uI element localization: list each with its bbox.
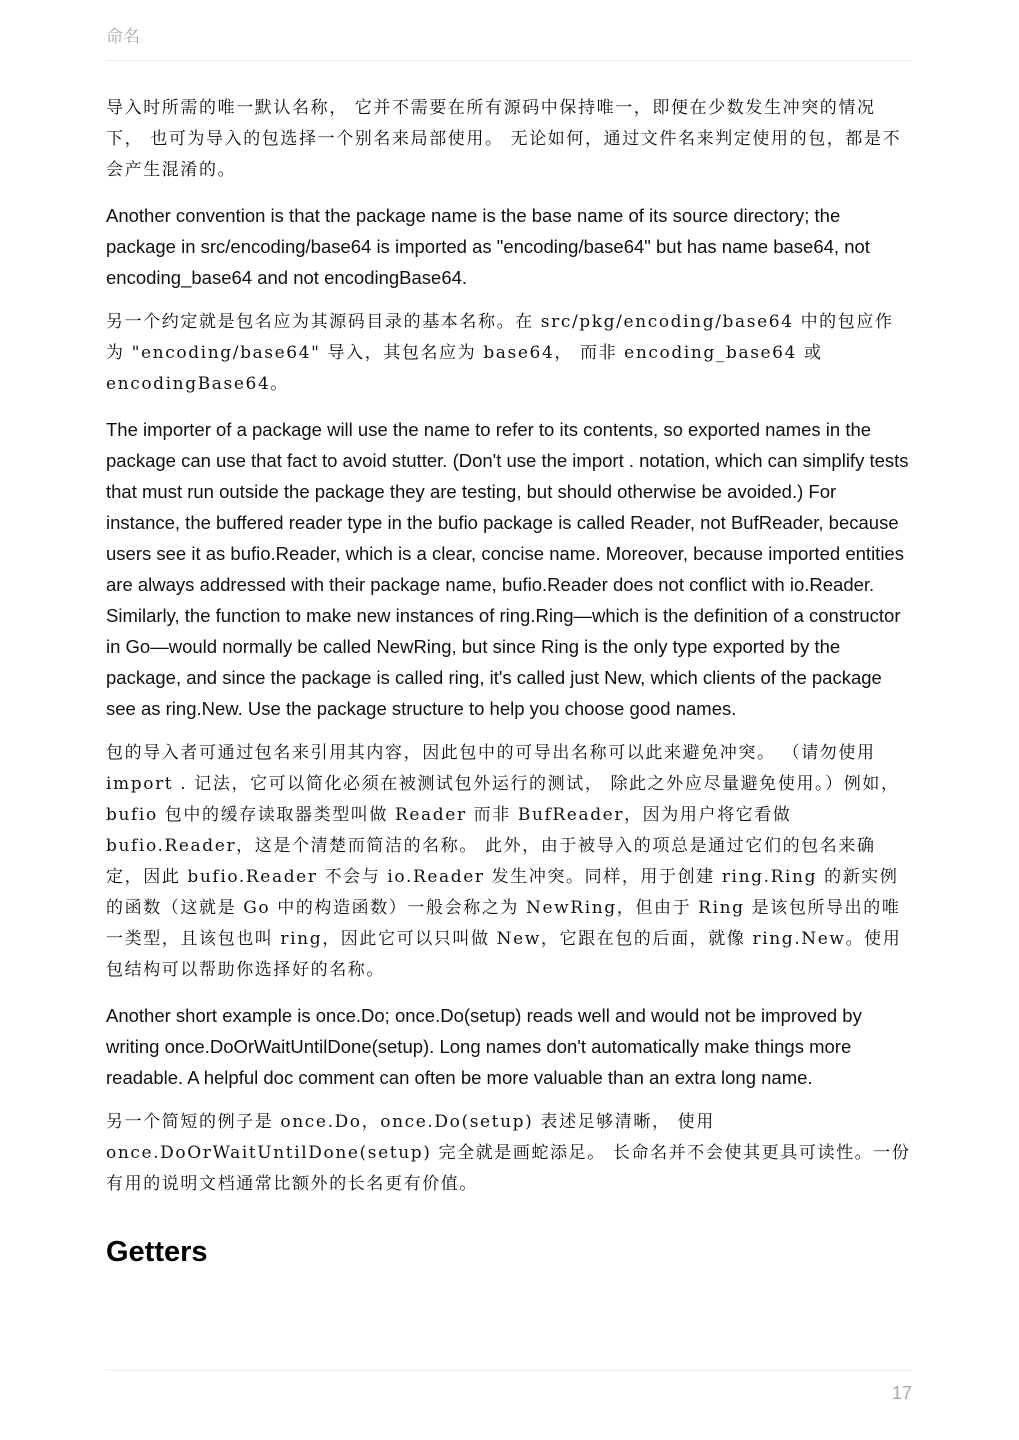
paragraph-en-importer-stutter: The importer of a package will use the name to refer to its contents, so exported names in the package can use that fact to avoid stutter. (Don't use the import . notation, which can simplify tests that must run outside the package they are testing, but should otherwise be avoided.) For instance, the buffered reader type in the bufio package is called Reader, not BufReader, because users see it as bufio.Reader, which is a clear, concise name. Moreover, because imported entities are always addressed with their package name, bufio.Reader does not conflict with io.Reader. Similarly, the function to make new instances of ring.Ring—which is the definition of a constructor in Go—would normally be called NewRing, but since Ring is the only type exported by the package, and since the package is called ring, it's called just New, which clients of the package see as ring.New. Use the package structure to help you choose good names. bbox=[106, 419, 909, 719]
running-header: 命名 bbox=[106, 27, 140, 47]
paragraph-zh-base-name-convention: 另一个约定就是包名应为其源码目录的基本名称。在 src/pkg/encoding/base64 中的包应作为 "encoding/base64" 导入，其包名应为 base64， 而非 encoding_base64 或 encodingBase64。 bbox=[106, 312, 894, 394]
page-number: 17 bbox=[891, 1383, 912, 1403]
page-content bbox=[106, 93, 912, 1269]
paragraph-zh-once-do-example: 另一个简短的例子是 once.Do，once.Do(setup) 表述足够清晰， 使用 once.DoOrWaitUntilDone(setup) 完全就是画蛇添足。 长命名并不会使其更具可读性。一份有用的说明文档通常比额外的长名更有价值。 bbox=[106, 1112, 911, 1194]
paragraph-en-base-name-convention: Another convention is that the package name is the base name of its source directory; the package in src/encoding/base64 is imported as "encoding/base64" but has name base64, not encoding_base64 and not encodingBase64. bbox=[106, 205, 870, 288]
paragraph-zh-default-name: 导入时所需的唯一默认名称， 它并不需要在所有源码中保持唯一，即便在少数发生冲突的情况下， 也可为导入的包选择一个别名来局部使用。 无论如何，通过文件名来判定使用的包，都是不会产生混淆的。 bbox=[106, 98, 902, 180]
footer-divider bbox=[106, 1370, 912, 1371]
paragraph-zh-importer-stutter: 包的导入者可通过包名来引用其内容，因此包中的可导出名称可以此来避免冲突。 （请勿使用 import . 记法，它可以简化必须在被测试包外运行的测试， 除此之外应尽量避免使用。）例如，bufio 包中的缓存读取器类型叫做 Reader 而非 BufReader，因为用户将它看做 bufio.Reader，这是个清楚而简洁的名称。 此外，由于被导入的项总是通过它们的包名来确定，因此 bufio.Reader 不会与 io.Reader 发生冲突。同样，用于创建 ring.Ring 的新实例的函数（这就是 Go 中的构造函数）一般会称之为 NewRing，但由于 Ring 是该包所导出的唯一类型，且该包也叫 ring，因此它可以只叫做 New，它跟在包的后面，就像 ring.New。使用包结构可以帮助你选择好的名称。 bbox=[106, 743, 902, 980]
section-heading-getters: Getters bbox=[106, 1236, 208, 1268]
paragraph-en-once-do-example: Another short example is once.Do; once.Do(setup) reads well and would not be improved by writing once.DoOrWaitUntilDone(setup). Long names don't automatically make things more readable. A helpful doc comment can often be more valuable than an extra long name. bbox=[106, 1005, 862, 1088]
header-divider bbox=[106, 60, 912, 61]
